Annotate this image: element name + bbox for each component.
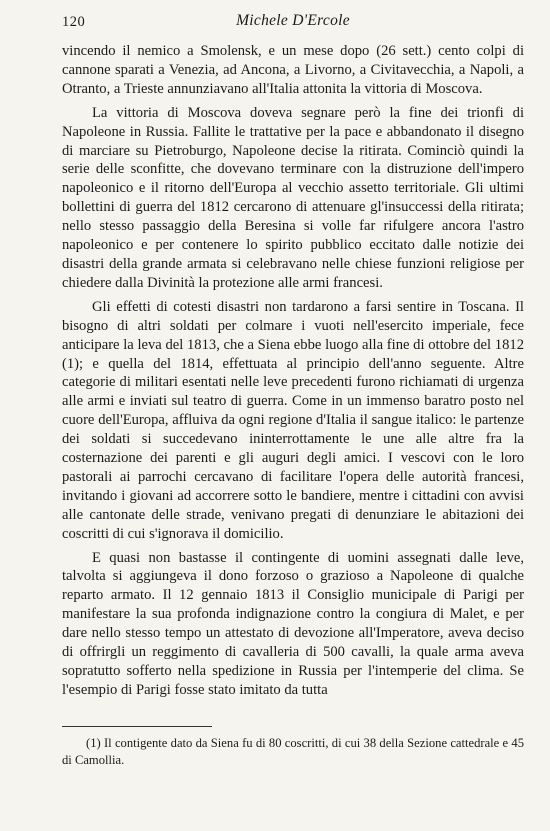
body-text — [62, 42, 524, 700]
footnote: (1) Il contigente dato da Siena fu di 80 coscritti, di cui 38 della Sezione cattedrale e 45 di Camollia. — [62, 735, 524, 767]
running-title: Michele D'Ercole — [236, 12, 350, 29]
paragraph-2: La vittoria di Moscova doveva segnare però la fine dei trionfi di Napoleone in Russia. Fallite le trattative per la pace e abbandonato il disegno di marciare su Pietroburgo, Napoleone decise la ritirata. Cominciò quindi la serie delle sconfitte, che dovevano terminare con la distruzione dell'impero napoleonico e il ritorno dell'Europa al vecchio assetto territoriale. Gli ultimi bollettini di guerra del 1812 cercarono di attenuare gl'insuccessi della ritirata; nello stesso passaggio della Beresina si volle far rifulgere ancora l'astro napoleonico e per contenere lo spirito pubblico eccitato dalle notizie dei disastri della grande armata si celebravano nelle chiese funzioni religiose per chiedere dalla Divinità la protezione alle armi francesi. — [62, 104, 524, 291]
running-head — [62, 12, 524, 34]
paragraph-3: Gli effetti di cotesti disastri non tardarono a farsi sentire in Toscana. Il bisogno di altri soldati per colmare i vuoti nell'esercito imperiale, fece anticipare la leva del 1813, che a Siena ebbe luogo alla fine di ottobre del 1812 (1); e quella del 1814, effettuata al principio dell'anno seguente. Altre categorie di militari esentati nelle leve precedenti furono richiamati di urgenza alle armi e inviati sul teatro di guerra. Come in un immenso baratro posto nel cuore dell'Europa, affluiva da ogni regione d'Italia il sangue italico: le partenze dei soldati si succedevano ininterrottamente le une alle altre fra la costernazione dei parenti e gli auguri degli amici. I vescovi con le loro pastorali ai parrochi cercavano di facilitare l'opera delle autorità francesi, invitando i giovani ad accorrere sotto le bandiere, mentre i cittadini con avvisi alle cantonate delle strade, venivano pregati di denunziare le abitazioni dei coscritti di cui s'ignorava il domicilio. — [62, 298, 524, 542]
page-number: 120 — [62, 14, 86, 30]
footnote-divider — [62, 726, 212, 727]
paragraph-1: vincendo il nemico a Smolensk, e un mese dopo (26 sett.) cento colpi di cannone sparati a Venezia, ad Ancona, a Livorno, a Civitavecchia, a Napoli, a Otranto, a Trieste annunziavano all'Italia attonita la vittoria di Moscova. — [62, 43, 524, 97]
paragraph-4: E quasi non bastasse il contingente di uomini assegnati dalle leve, talvolta si aggiungeva il dono forzoso o grazioso a Napoleone di qualche reparto armato. Il 12 gennaio 1813 il Consiglio municipale di Parigi per manifestare la sua profonda indignazione contro la congiura di Malet, e per dare nello stesso tempo un attestato di devozione all'Imperatore, aveva deciso di offrirgli un reggimento di cavalleria di 500 cavalli, la quale arma aveva sopratutto sofferto nella spedizione in Russia per l'intemperie del clima. Se l'esempio di Parigi fosse stato imitato da tutta — [62, 549, 524, 698]
book-page — [62, 12, 524, 769]
